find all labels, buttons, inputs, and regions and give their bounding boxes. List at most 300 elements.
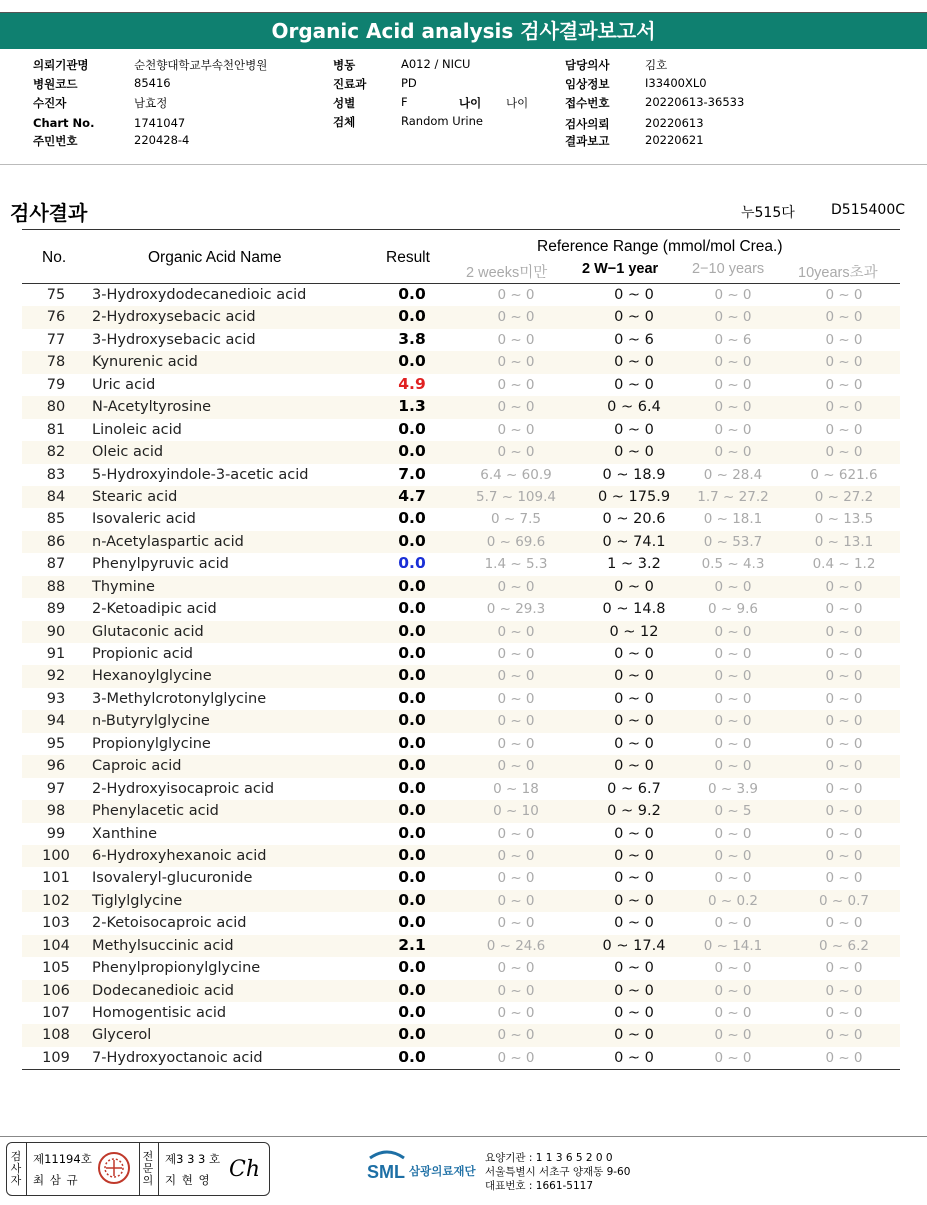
logo-icon [366,1148,408,1184]
cell-ref-2-10y: 0 ~ 0 [714,1027,752,1044]
table-row [22,912,900,934]
cell-acid-name: Oleic acid [92,444,164,461]
cell-ref-2w-1y: 0 ~ 0 [614,1027,654,1044]
cell-ref-under-2w: 1.4 ~ 5.3 [484,556,548,573]
table-row [22,935,900,957]
cell-ref-2w-1y: 0 ~ 14.8 [602,601,666,618]
info-value: F [401,95,408,109]
cell-acid-name: Glycerol [92,1027,152,1044]
cell-ref-under-2w: 0 ~ 0 [497,623,535,640]
cell-result: 0.0 [398,419,426,438]
cell-ref-2w-1y: 0 ~ 0 [614,982,654,999]
cell-ref-under-2w: 0 ~ 0 [497,892,535,909]
cell-ref-over-10y: 0 ~ 0 [825,803,863,820]
table-row [22,643,900,665]
table-row [22,823,900,845]
cell-ref-under-2w: 0 ~ 0 [497,870,535,887]
cell-acid-name: Isovaleryl-glucuronide [92,870,253,887]
cell-acid-name: Kynurenic acid [92,354,198,371]
cell-no: 80 [46,399,66,416]
info-label: 담당의사 [565,58,610,72]
cell-no: 84 [46,488,66,505]
cell-ref-over-10y: 0 ~ 0 [825,309,863,326]
cell-ref-2-10y: 0 ~ 0 [714,825,752,842]
cell-no: 107 [42,1005,70,1021]
table-row [22,957,900,979]
cell-acid-name: n-Butyrylglycine [92,713,210,730]
cell-ref-over-10y: 0 ~ 0 [825,713,863,730]
cell-ref-2w-1y: 0 ~ 0 [614,758,654,775]
cell-result: 0.0 [398,868,426,887]
cell-acid-name: 2-Ketoadipic acid [92,601,217,618]
table-row [22,890,900,912]
cell-no: 101 [42,870,70,887]
cell-ref-under-2w: 6.4 ~ 60.9 [480,466,552,483]
cell-ref-2w-1y: 0 ~ 0 [614,960,654,977]
cell-result: 0.0 [398,576,426,595]
cell-result: 0.0 [398,285,426,303]
cell-ref-under-2w: 0 ~ 0 [497,331,535,348]
info-value: PD [401,76,417,90]
info-label: 진료과 [333,77,367,91]
table-bottom-rule [22,1069,900,1070]
org-name: 삼광의료재단 [409,1164,476,1178]
cell-ref-under-2w: 0 ~ 0 [497,578,535,595]
info-value: Random Urine [401,114,483,128]
cell-ref-2w-1y: 0 ~ 6.7 [607,780,661,797]
cell-ref-under-2w: 0 ~ 0 [497,690,535,707]
signature: Ch [229,1157,261,1182]
results-table [22,284,900,1069]
cell-ref-2w-1y: 0 ~ 0 [614,309,654,326]
cell-ref-under-2w: 0 ~ 0 [497,982,535,999]
table-row [22,688,900,710]
cell-ref-2w-1y: 0 ~ 0 [614,578,654,595]
cell-acid-name: Phenylpropionylglycine [92,960,261,977]
table-row [22,464,900,486]
footer-divider [0,1136,927,1137]
cell-acid-name: 2-Ketoisocaproic acid [92,915,247,932]
info-label: 접수번호 [565,96,610,110]
cell-no: 106 [42,982,70,999]
cell-result: 0.0 [398,352,426,371]
table-row [22,351,900,373]
cell-result: 0.0 [398,711,426,730]
cell-result: 4.9 [398,374,426,393]
table-row [22,508,900,530]
cell-result: 0.0 [398,688,426,707]
age-value: 나이 [506,96,529,110]
cell-ref-2w-1y: 0 ~ 0 [614,847,654,864]
info-value: 김호 [645,58,668,72]
cell-result: 0.0 [398,442,426,461]
tester-label: 검사자 [10,1150,22,1187]
cell-ref-2-10y: 0 ~ 0 [714,578,752,595]
cell-ref-under-2w: 0 ~ 0 [497,1049,535,1066]
cell-acid-name: 5-Hydroxyindole-3-acetic acid [92,466,309,483]
age-label: 나이 [459,96,482,110]
cell-ref-2w-1y: 0 ~ 20.6 [602,511,666,528]
cell-ref-2-10y: 0 ~ 0 [714,399,752,416]
cell-ref-over-10y: 0 ~ 0 [825,646,863,662]
cell-ref-under-2w: 0 ~ 29.3 [486,601,546,618]
col-header-ref-0: 2 weeks미만 [466,265,548,281]
cell-no: 91 [46,646,66,662]
cell-ref-under-2w: 0 ~ 0 [497,1005,535,1021]
cell-ref-2-10y: 0 ~ 0 [714,713,752,730]
cell-ref-under-2w: 0 ~ 0 [497,713,535,730]
cell-acid-name: Isovaleric acid [92,511,196,528]
cell-ref-over-10y: 0.4 ~ 1.2 [812,556,876,573]
cell-ref-2-10y: 0 ~ 0 [714,354,752,371]
cell-ref-2-10y: 0 ~ 28.4 [703,466,763,483]
info-label: 수진자 [33,96,67,110]
info-value: 220428-4 [134,133,190,147]
cell-ref-over-10y: 0 ~ 0 [825,960,863,977]
cell-no: 75 [46,287,66,303]
table-row [22,845,900,867]
cell-ref-over-10y: 0 ~ 0 [825,578,863,595]
cell-result: 0.0 [398,666,426,685]
table-row [22,980,900,1002]
cell-ref-2w-1y: 0 ~ 9.2 [607,803,661,820]
cell-no: 76 [46,309,66,326]
cell-ref-2w-1y: 0 ~ 0 [614,1005,654,1021]
cell-ref-2-10y: 0 ~ 0 [714,668,752,685]
info-value: 남효정 [134,96,168,110]
cell-ref-2w-1y: 0 ~ 0 [614,444,654,461]
table-row [22,441,900,463]
table-row [22,710,900,732]
cell-acid-name: Propionic acid [92,646,193,662]
cell-ref-over-10y: 0 ~ 6.2 [819,937,869,954]
cell-acid-name: N-Acetyltyrosine [92,399,212,416]
divider [158,1143,159,1195]
cell-result: 7.0 [398,464,426,483]
cell-result: 0.0 [398,756,426,775]
table-row [22,419,900,441]
cell-no: 95 [46,735,66,752]
cell-ref-2-10y: 0.5 ~ 4.3 [701,556,765,573]
cell-result: 0.0 [398,980,426,999]
cell-ref-over-10y: 0 ~ 0 [825,421,863,438]
cell-ref-over-10y: 0 ~ 0.7 [819,892,869,909]
cell-ref-2-10y: 0 ~ 0 [714,960,752,977]
info-label: 임상정보 [565,77,610,91]
cell-acid-name: 6-Hydroxyhexanoic acid [92,847,267,864]
cell-ref-under-2w: 0 ~ 7.5 [491,511,541,528]
cell-no: 90 [46,623,66,640]
cell-ref-over-10y: 0 ~ 0 [825,1005,863,1021]
table-row [22,598,900,620]
cell-ref-2-10y: 0 ~ 9.6 [708,601,758,618]
cell-ref-2w-1y: 0 ~ 6.4 [607,399,661,416]
cell-result: 0.0 [398,778,426,797]
table-row [22,800,900,822]
cell-result: 0.0 [398,531,426,550]
cell-ref-over-10y: 0 ~ 0 [825,982,863,999]
address-line: 대표번호 : 1661-5117 [485,1180,594,1192]
cell-ref-2-10y: 0 ~ 5 [714,803,752,820]
cell-no: 79 [46,376,66,393]
cell-ref-2-10y: 1.7 ~ 27.2 [697,488,769,505]
cell-acid-name: Propionylglycine [92,735,211,752]
cell-acid-name: Homogentisic acid [92,1005,227,1021]
cell-ref-under-2w: 0 ~ 0 [497,309,535,326]
cell-result: 0.0 [398,599,426,618]
cell-acid-name: 3-Methylcrotonylglycine [92,690,267,707]
cell-ref-under-2w: 0 ~ 0 [497,354,535,371]
cell-result: 0.0 [398,621,426,640]
table-row [22,733,900,755]
cell-ref-over-10y: 0 ~ 0 [825,668,863,685]
cell-no: 100 [42,847,70,864]
cell-ref-over-10y: 0 ~ 13.5 [814,511,874,528]
cell-result: 0.0 [398,554,426,573]
cell-no: 97 [46,780,66,797]
cell-ref-under-2w: 0 ~ 24.6 [486,937,546,954]
cell-acid-name: Thymine [92,578,155,595]
cell-ref-2-10y: 0 ~ 0 [714,376,752,393]
cell-ref-over-10y: 0 ~ 0 [825,287,863,303]
cell-acid-name: 2-Hydroxysebacic acid [92,309,256,326]
table-row [22,1024,900,1046]
cell-result: 3.8 [398,329,426,348]
cell-no: 83 [46,466,66,483]
cell-no: 93 [46,690,66,707]
cell-ref-over-10y: 0 ~ 0 [825,623,863,640]
cell-ref-2-10y: 0 ~ 0 [714,735,752,752]
cell-ref-2-10y: 0 ~ 0 [714,309,752,326]
cell-result: 0.0 [398,958,426,977]
patient-info [0,50,927,168]
cell-no: 108 [42,1027,70,1044]
cell-ref-under-2w: 0 ~ 0 [497,758,535,775]
cell-no: 102 [42,892,70,909]
cell-ref-2-10y: 0 ~ 0 [714,1005,752,1021]
cell-ref-2-10y: 0 ~ 0 [714,870,752,887]
cell-result: 0.0 [398,1047,426,1066]
table-row [22,867,900,889]
cell-ref-under-2w: 0 ~ 0 [497,421,535,438]
col-header-ref-2: 2−10 years [692,261,765,277]
cell-ref-2w-1y: 0 ~ 0 [614,870,654,887]
cell-result: 0.0 [398,890,426,909]
cell-ref-over-10y: 0 ~ 0 [825,870,863,887]
cell-ref-over-10y: 0 ~ 27.2 [814,488,874,505]
table-row [22,621,900,643]
cell-no: 98 [46,803,66,820]
cell-ref-over-10y: 0 ~ 0 [825,399,863,416]
cell-ref-2-10y: 0 ~ 0 [714,1049,752,1066]
cell-ref-under-2w: 0 ~ 0 [497,376,535,393]
cell-no: 77 [46,331,66,348]
table-row [22,755,900,777]
cell-ref-2w-1y: 0 ~ 0 [614,287,654,303]
cell-acid-name: Caproic acid [92,758,182,775]
cell-acid-name: Linoleic acid [92,421,182,438]
info-label: 병동 [333,58,356,72]
col-header-name: Organic Acid Name [148,249,282,266]
cell-acid-name: Glutaconic acid [92,623,204,640]
cell-ref-under-2w: 0 ~ 69.6 [486,533,546,550]
cell-no: 94 [46,713,66,730]
info-label: 검체 [333,115,356,129]
doctor-id: 제3 3 3 호 [165,1152,221,1166]
cell-ref-under-2w: 0 ~ 0 [497,825,535,842]
cell-ref-2w-1y: 0 ~ 0 [614,825,654,842]
cell-ref-2w-1y: 0 ~ 0 [614,646,654,662]
info-value: 20220613-36533 [645,95,745,109]
divider [26,1143,27,1195]
divider [139,1143,140,1195]
cell-ref-2w-1y: 0 ~ 0 [614,376,654,393]
cell-ref-2w-1y: 0 ~ 0 [614,713,654,730]
cell-ref-2-10y: 0 ~ 6 [714,331,752,348]
cell-ref-over-10y: 0 ~ 0 [825,354,863,371]
cell-ref-over-10y: 0 ~ 0 [825,601,863,618]
info-value: 1741047 [134,116,186,130]
address-line: 서울특별시 서초구 양재동 9-60 [485,1166,631,1178]
col-header-ref-1: 2 W−1 year [582,261,659,277]
cell-ref-2-10y: 0 ~ 3.9 [708,780,758,797]
cell-ref-2w-1y: 0 ~ 0 [614,915,654,932]
section-title: 검사결과 [10,201,88,225]
cell-ref-over-10y: 0 ~ 0 [825,780,863,797]
cell-no: 109 [42,1049,70,1066]
cell-ref-over-10y: 0 ~ 621.6 [810,466,878,483]
cell-result: 0.0 [398,733,426,752]
cell-ref-2-10y: 0 ~ 0 [714,982,752,999]
signature-box [6,1142,270,1196]
info-value: 순천향대학교부속천안병원 [134,58,268,72]
col-header-reference: Reference Range (mmol/mol Crea.) [537,238,783,255]
cell-result: 0.0 [398,1003,426,1021]
cell-ref-2w-1y: 0 ~ 0 [614,690,654,707]
cell-ref-2-10y: 0 ~ 0 [714,444,752,461]
cell-ref-under-2w: 0 ~ 10 [493,803,539,820]
cell-ref-over-10y: 0 ~ 0 [825,1049,863,1066]
cell-acid-name: Stearic acid [92,488,178,505]
cell-ref-2-10y: 0 ~ 0 [714,623,752,640]
cell-result: 1.3 [398,397,426,416]
table-row [22,778,900,800]
cell-ref-2w-1y: 0 ~ 0 [614,421,654,438]
doctor-name: 지 현 영 [165,1173,211,1187]
info-label: 결과보고 [565,134,610,148]
cell-no: 89 [46,601,66,618]
table-row [22,665,900,687]
cell-acid-name: 3-Hydroxysebacic acid [92,331,256,348]
cell-no: 88 [46,578,66,595]
cell-result: 0.0 [398,644,426,662]
cell-ref-over-10y: 0 ~ 0 [825,331,863,348]
cell-no: 103 [42,915,70,932]
cell-acid-name: 2-Hydroxyisocaproic acid [92,780,275,797]
cell-acid-name: Uric acid [92,376,156,393]
info-value: I33400XL0 [645,76,707,90]
info-label: 의뢰기관명 [33,58,89,72]
cell-result: 0.0 [398,509,426,528]
table-row [22,531,900,553]
cell-ref-2w-1y: 0 ~ 0 [614,354,654,371]
tester-id: 제11194호 [33,1152,92,1166]
cell-ref-over-10y: 0 ~ 0 [825,915,863,932]
doctor-label: 전문의 [142,1150,154,1187]
cell-no: 87 [46,556,66,573]
cell-no: 85 [46,511,66,528]
cell-acid-name: Tiglylglycine [92,892,183,909]
cell-ref-over-10y: 0 ~ 0 [825,376,863,393]
cell-ref-2-10y: 0 ~ 0 [714,847,752,864]
info-label: 병원코드 [33,77,78,91]
logo-text: SML [367,1162,405,1182]
cell-ref-2w-1y: 0 ~ 0 [614,735,654,752]
info-label: Chart No. [33,116,95,130]
section-code: D515400C [831,202,905,218]
info-value: 20220613 [645,116,704,130]
table-row [22,1047,900,1069]
col-header-no: No. [42,249,67,266]
cell-ref-under-2w: 0 ~ 0 [497,444,535,461]
table-row [22,576,900,598]
cell-ref-over-10y: 0 ~ 0 [825,1027,863,1044]
cell-ref-under-2w: 5.7 ~ 109.4 [475,488,556,505]
cell-no: 92 [46,668,66,685]
cell-ref-under-2w: 0 ~ 0 [497,399,535,416]
report-title: Organic Acid analysis 검사결과보고서 [0,12,927,49]
cell-result: 0.0 [398,913,426,932]
info-label: 주민번호 [33,134,78,148]
cell-ref-2w-1y: 0 ~ 0 [614,1049,654,1066]
cell-no: 99 [46,825,66,842]
table-row [22,553,900,575]
col-header-ref-3: 10years초과 [798,265,878,281]
table-row [22,486,900,508]
tester-name: 최 삼 규 [33,1173,79,1187]
cell-result: 0.0 [398,845,426,864]
seal-icon [97,1151,131,1185]
cell-ref-2w-1y: 1 ~ 3.2 [607,556,661,573]
address-line: 요양기관 : 1 1 3 6 5 2 0 0 [485,1152,613,1164]
cell-result: 0.0 [398,823,426,842]
cell-ref-under-2w: 0 ~ 0 [497,960,535,977]
sml-logo [366,1148,408,1188]
cell-ref-under-2w: 0 ~ 0 [497,1027,535,1044]
cell-ref-under-2w: 0 ~ 0 [497,735,535,752]
cell-ref-2-10y: 0 ~ 18.1 [703,511,763,528]
cell-ref-under-2w: 0 ~ 0 [497,668,535,685]
cell-acid-name: Phenylpyruvic acid [92,556,229,573]
cell-ref-over-10y: 0 ~ 0 [825,690,863,707]
cell-ref-under-2w: 0 ~ 0 [497,646,535,662]
cell-ref-2-10y: 0 ~ 14.1 [703,937,763,954]
cell-result: 4.7 [398,486,426,505]
table-row [22,284,900,306]
cell-acid-name: Xanthine [92,825,158,842]
divider [0,164,927,165]
table-top-rule [22,229,900,230]
col-header-result: Result [386,249,430,266]
info-value: 85416 [134,76,171,90]
cell-ref-over-10y: 0 ~ 13.1 [814,533,874,550]
cell-acid-name: Methylsuccinic acid [92,937,234,954]
cell-acid-name: 3-Hydroxydodecanedioic acid [92,287,307,303]
cell-ref-2-10y: 0 ~ 0.2 [708,892,758,909]
cell-acid-name: 7-Hydroxyoctanoic acid [92,1049,263,1066]
cell-result: 0.0 [398,307,426,326]
cell-no: 78 [46,354,66,371]
